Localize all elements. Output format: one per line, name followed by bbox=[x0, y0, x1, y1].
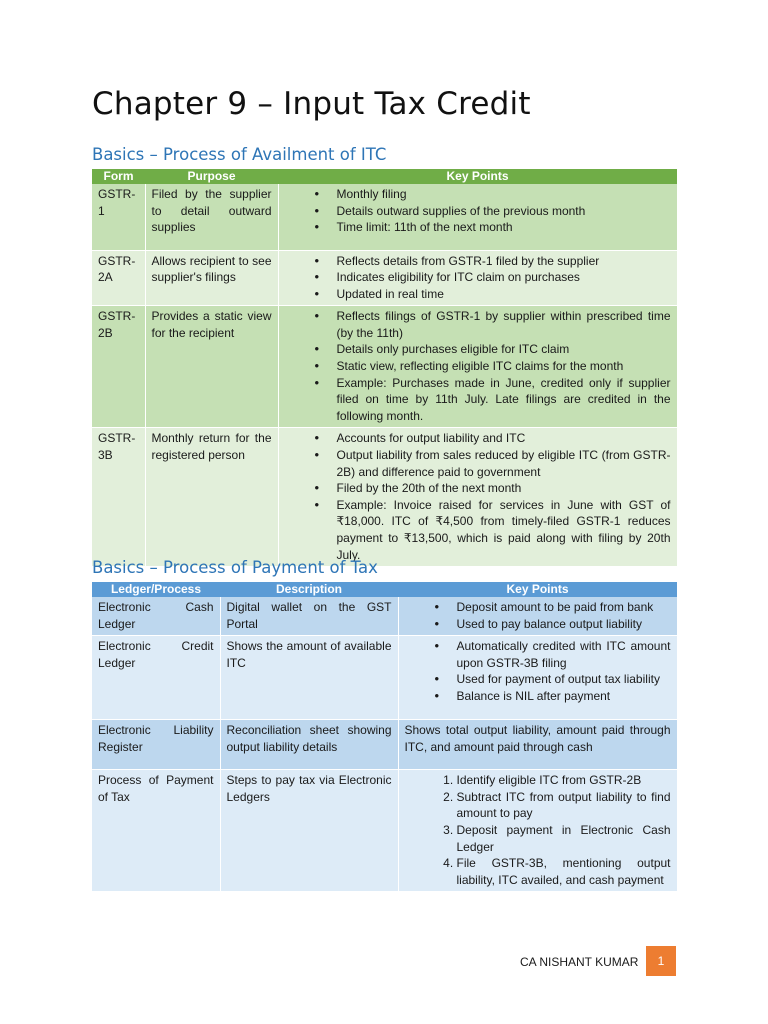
list-item: • Details outward supplies of the previous month bbox=[337, 203, 671, 220]
description-cell: Digital wallet on the GST Portal bbox=[220, 597, 398, 636]
form-cell: GSTR-2A bbox=[92, 250, 145, 306]
header-purpose: Purpose bbox=[145, 169, 278, 184]
table-row bbox=[92, 636, 677, 720]
list-item: • Monthly filing bbox=[337, 186, 671, 203]
section-title-payment: Basics – Process of Payment of Tax bbox=[92, 558, 378, 577]
header-ledger: Ledger/Process bbox=[92, 582, 220, 597]
list-item: • Automatically credited with ITC amount upon GSTR-3B filing bbox=[457, 638, 671, 671]
table-row bbox=[92, 770, 677, 892]
table-row bbox=[92, 250, 677, 306]
ledger-cell: Electronic Credit Ledger bbox=[92, 636, 220, 720]
description-cell: Steps to pay tax via Electronic Ledgers bbox=[220, 770, 398, 892]
table-row bbox=[92, 428, 677, 567]
header-form: Form bbox=[92, 169, 145, 184]
list-item: 3. Deposit payment in Electronic Cash Ledger bbox=[457, 822, 671, 855]
chapter-title: Chapter 9 – Input Tax Credit bbox=[92, 86, 531, 122]
list-item: • Output liability from sales reduced by eligible ITC (from GSTR-2B) and difference paid to government bbox=[337, 447, 671, 480]
list-item: • Used for payment of output tax liability bbox=[457, 671, 671, 688]
list-item: 4. File GSTR-3B, mentioning output liability, ITC availed, and cash payment bbox=[457, 855, 671, 888]
itc-availment-table bbox=[92, 169, 678, 567]
description-cell: Reconciliation sheet showing output liability details bbox=[220, 720, 398, 770]
header-description: Description bbox=[220, 582, 398, 597]
table-row bbox=[92, 306, 677, 428]
ledger-cell: Electronic Cash Ledger bbox=[92, 597, 220, 636]
key-points-cell bbox=[278, 250, 677, 306]
key-points-cell bbox=[278, 428, 677, 567]
list-item: • Example: Invoice raised for services in June with GST of ₹18,000. ITC of ₹4,500 from timely-filed GSTR-1 reduces payment to ₹13,500, which is paid along with filing by 20th July. bbox=[337, 497, 671, 563]
table-row bbox=[92, 184, 677, 250]
list-item: • Details only purchases eligible for ITC claim bbox=[337, 341, 671, 358]
key-points-cell bbox=[398, 636, 677, 720]
section-title-availment: Basics – Process of Availment of ITC bbox=[92, 145, 387, 164]
purpose-cell: Allows recipient to see supplier's filings bbox=[145, 250, 278, 306]
table-header-row bbox=[92, 169, 677, 184]
list-item: • Updated in real time bbox=[337, 286, 671, 303]
page-number-badge: 1 bbox=[646, 946, 676, 976]
list-item: • Reflects filings of GSTR-1 by supplier within prescribed time (by the 11th) bbox=[337, 308, 671, 341]
key-points-cell: Shows total output liability, amount paid through ITC, and amount paid through cash bbox=[398, 720, 677, 770]
form-cell: GSTR-1 bbox=[92, 184, 145, 250]
list-item: 1. Identify eligible ITC from GSTR-2B bbox=[457, 772, 671, 789]
key-points-cell bbox=[398, 597, 677, 636]
list-item: • Reflects details from GSTR-1 filed by the supplier bbox=[337, 253, 671, 270]
footer-author: CA NISHANT KUMAR bbox=[520, 955, 639, 969]
purpose-cell: Monthly return for the registered person bbox=[145, 428, 278, 567]
list-item: • Example: Purchases made in June, credited only if supplier filed on time by 11th July. Late filings are credited in the following month. bbox=[337, 375, 671, 425]
form-cell: GSTR-3B bbox=[92, 428, 145, 567]
ledger-cell: Electronic Liability Register bbox=[92, 720, 220, 770]
list-item: • Accounts for output liability and ITC bbox=[337, 430, 671, 447]
list-item: • Balance is NIL after payment bbox=[457, 688, 671, 705]
list-item: • Static view, reflecting eligible ITC claims for the month bbox=[337, 358, 671, 375]
key-points-cell bbox=[398, 770, 677, 892]
list-item: • Deposit amount to be paid from bank bbox=[457, 599, 671, 616]
list-item: 2. Subtract ITC from output liability to find amount to pay bbox=[457, 789, 671, 822]
table-row bbox=[92, 720, 677, 770]
list-item: • Filed by the 20th of the next month bbox=[337, 480, 671, 497]
purpose-cell: Filed by the supplier to detail outward supplies bbox=[145, 184, 278, 250]
form-cell: GSTR-2B bbox=[92, 306, 145, 428]
list-item: • Used to pay balance output liability bbox=[457, 616, 671, 633]
ledger-cell: Process of Payment of Tax bbox=[92, 770, 220, 892]
table-header-row bbox=[92, 582, 677, 597]
list-item: • Time limit: 11th of the next month bbox=[337, 219, 671, 236]
description-cell: Shows the amount of available ITC bbox=[220, 636, 398, 720]
key-points-cell bbox=[278, 306, 677, 428]
header-key-points: Key Points bbox=[398, 582, 677, 597]
table-row bbox=[92, 597, 677, 636]
header-key-points: Key Points bbox=[278, 169, 677, 184]
tax-payment-table bbox=[92, 582, 678, 892]
purpose-cell: Provides a static view for the recipient bbox=[145, 306, 278, 428]
list-item: • Indicates eligibility for ITC claim on purchases bbox=[337, 269, 671, 286]
key-points-cell bbox=[278, 184, 677, 250]
